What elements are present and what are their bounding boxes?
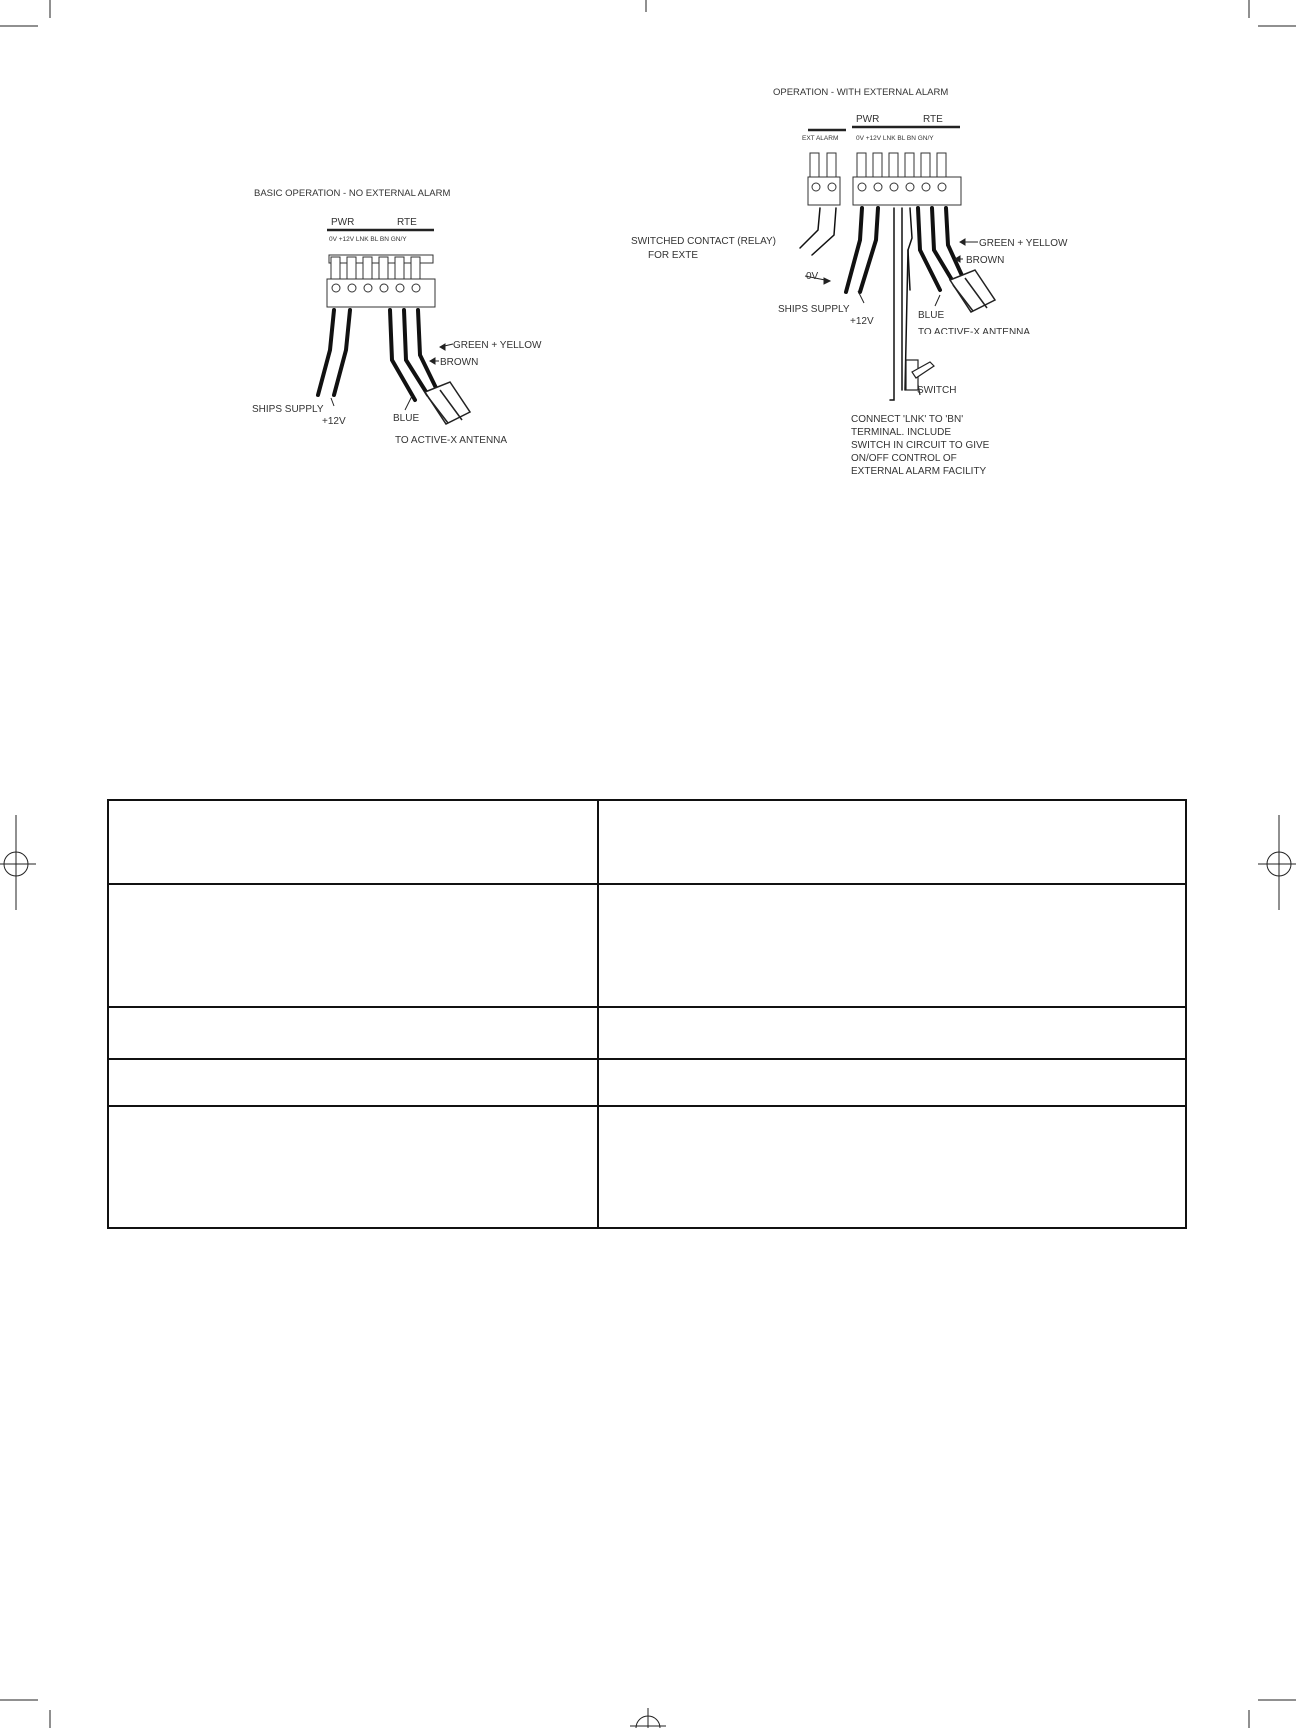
external-antenna-label-partial: TO ACTIVE-X ANTENNA bbox=[918, 327, 1031, 338]
external-brown-label: BROWN bbox=[966, 255, 1005, 266]
table-cell bbox=[598, 800, 1186, 884]
basic-antenna-label: TO ACTIVE-X ANTENNA bbox=[395, 435, 508, 446]
external-rte-label: RTE bbox=[923, 114, 943, 125]
basic-blue-label: BLUE bbox=[393, 413, 420, 424]
external-ext-alarm-label: EXT ALARM bbox=[802, 135, 839, 142]
basic-pwr-label: PWR bbox=[331, 217, 355, 228]
table-cell bbox=[598, 1007, 1186, 1059]
external-switch-label: SWITCH bbox=[917, 385, 957, 396]
external-switched-contact-line1: SWITCHED CONTACT (RELAY) bbox=[631, 236, 777, 247]
basic-ships-supply-label: SHIPS SUPPLY bbox=[252, 404, 324, 415]
external-note-line4: ON/OFF CONTROL OF bbox=[851, 453, 957, 464]
table-cell bbox=[108, 1059, 598, 1106]
external-terminal-block bbox=[853, 153, 961, 205]
basic-12v-label: +12V bbox=[322, 416, 346, 427]
table-row bbox=[108, 1106, 1186, 1228]
basic-green-yellow-label: GREEN + YELLOW bbox=[453, 340, 542, 351]
external-switched-contact-line2: FOR EXTE bbox=[648, 250, 699, 261]
external-note-line3: SWITCH IN CIRCUIT TO GIVE bbox=[851, 440, 990, 451]
external-blue-label: BLUE bbox=[918, 310, 945, 321]
external-diagram-title: OPERATION - WITH EXTERNAL ALARM bbox=[773, 87, 949, 98]
table-cell bbox=[108, 800, 598, 884]
table-cell bbox=[598, 1059, 1186, 1106]
table-cell bbox=[108, 1106, 598, 1228]
external-note-line5: EXTERNAL ALARM FACILITY bbox=[851, 466, 987, 477]
table-row bbox=[108, 1059, 1186, 1106]
external-green-yellow-label: GREEN + YELLOW bbox=[979, 238, 1068, 249]
external-0v-label: 0V bbox=[806, 271, 819, 282]
external-ships-supply-label: SHIPS SUPPLY bbox=[778, 304, 850, 315]
basic-rte-label: RTE bbox=[397, 217, 417, 228]
external-note-line1: CONNECT 'LNK' TO 'BN' bbox=[851, 414, 964, 425]
table-cell bbox=[598, 884, 1186, 1007]
external-pwr-label: PWR bbox=[856, 114, 880, 125]
basic-brown-label: BROWN bbox=[440, 357, 479, 368]
external-cable-sleeve bbox=[950, 270, 995, 312]
table-cell bbox=[108, 1007, 598, 1059]
table-cell bbox=[108, 884, 598, 1007]
table-row bbox=[108, 1007, 1186, 1059]
external-ext-alarm-block bbox=[808, 153, 840, 205]
external-12v-label: +12V bbox=[850, 316, 874, 327]
table-cell bbox=[598, 1106, 1186, 1228]
table-row bbox=[108, 800, 1186, 884]
specification-table bbox=[107, 799, 1187, 1229]
table-row bbox=[108, 884, 1186, 1007]
external-note-line2: TERMINAL. INCLUDE bbox=[851, 427, 952, 438]
basic-terminal-labels: 0V +12V LNK BL BN GN/Y bbox=[329, 236, 407, 243]
external-terminal-labels: 0V +12V LNK BL BN GN/Y bbox=[856, 135, 934, 142]
basic-diagram-title: BASIC OPERATION - NO EXTERNAL ALARM bbox=[254, 188, 451, 199]
